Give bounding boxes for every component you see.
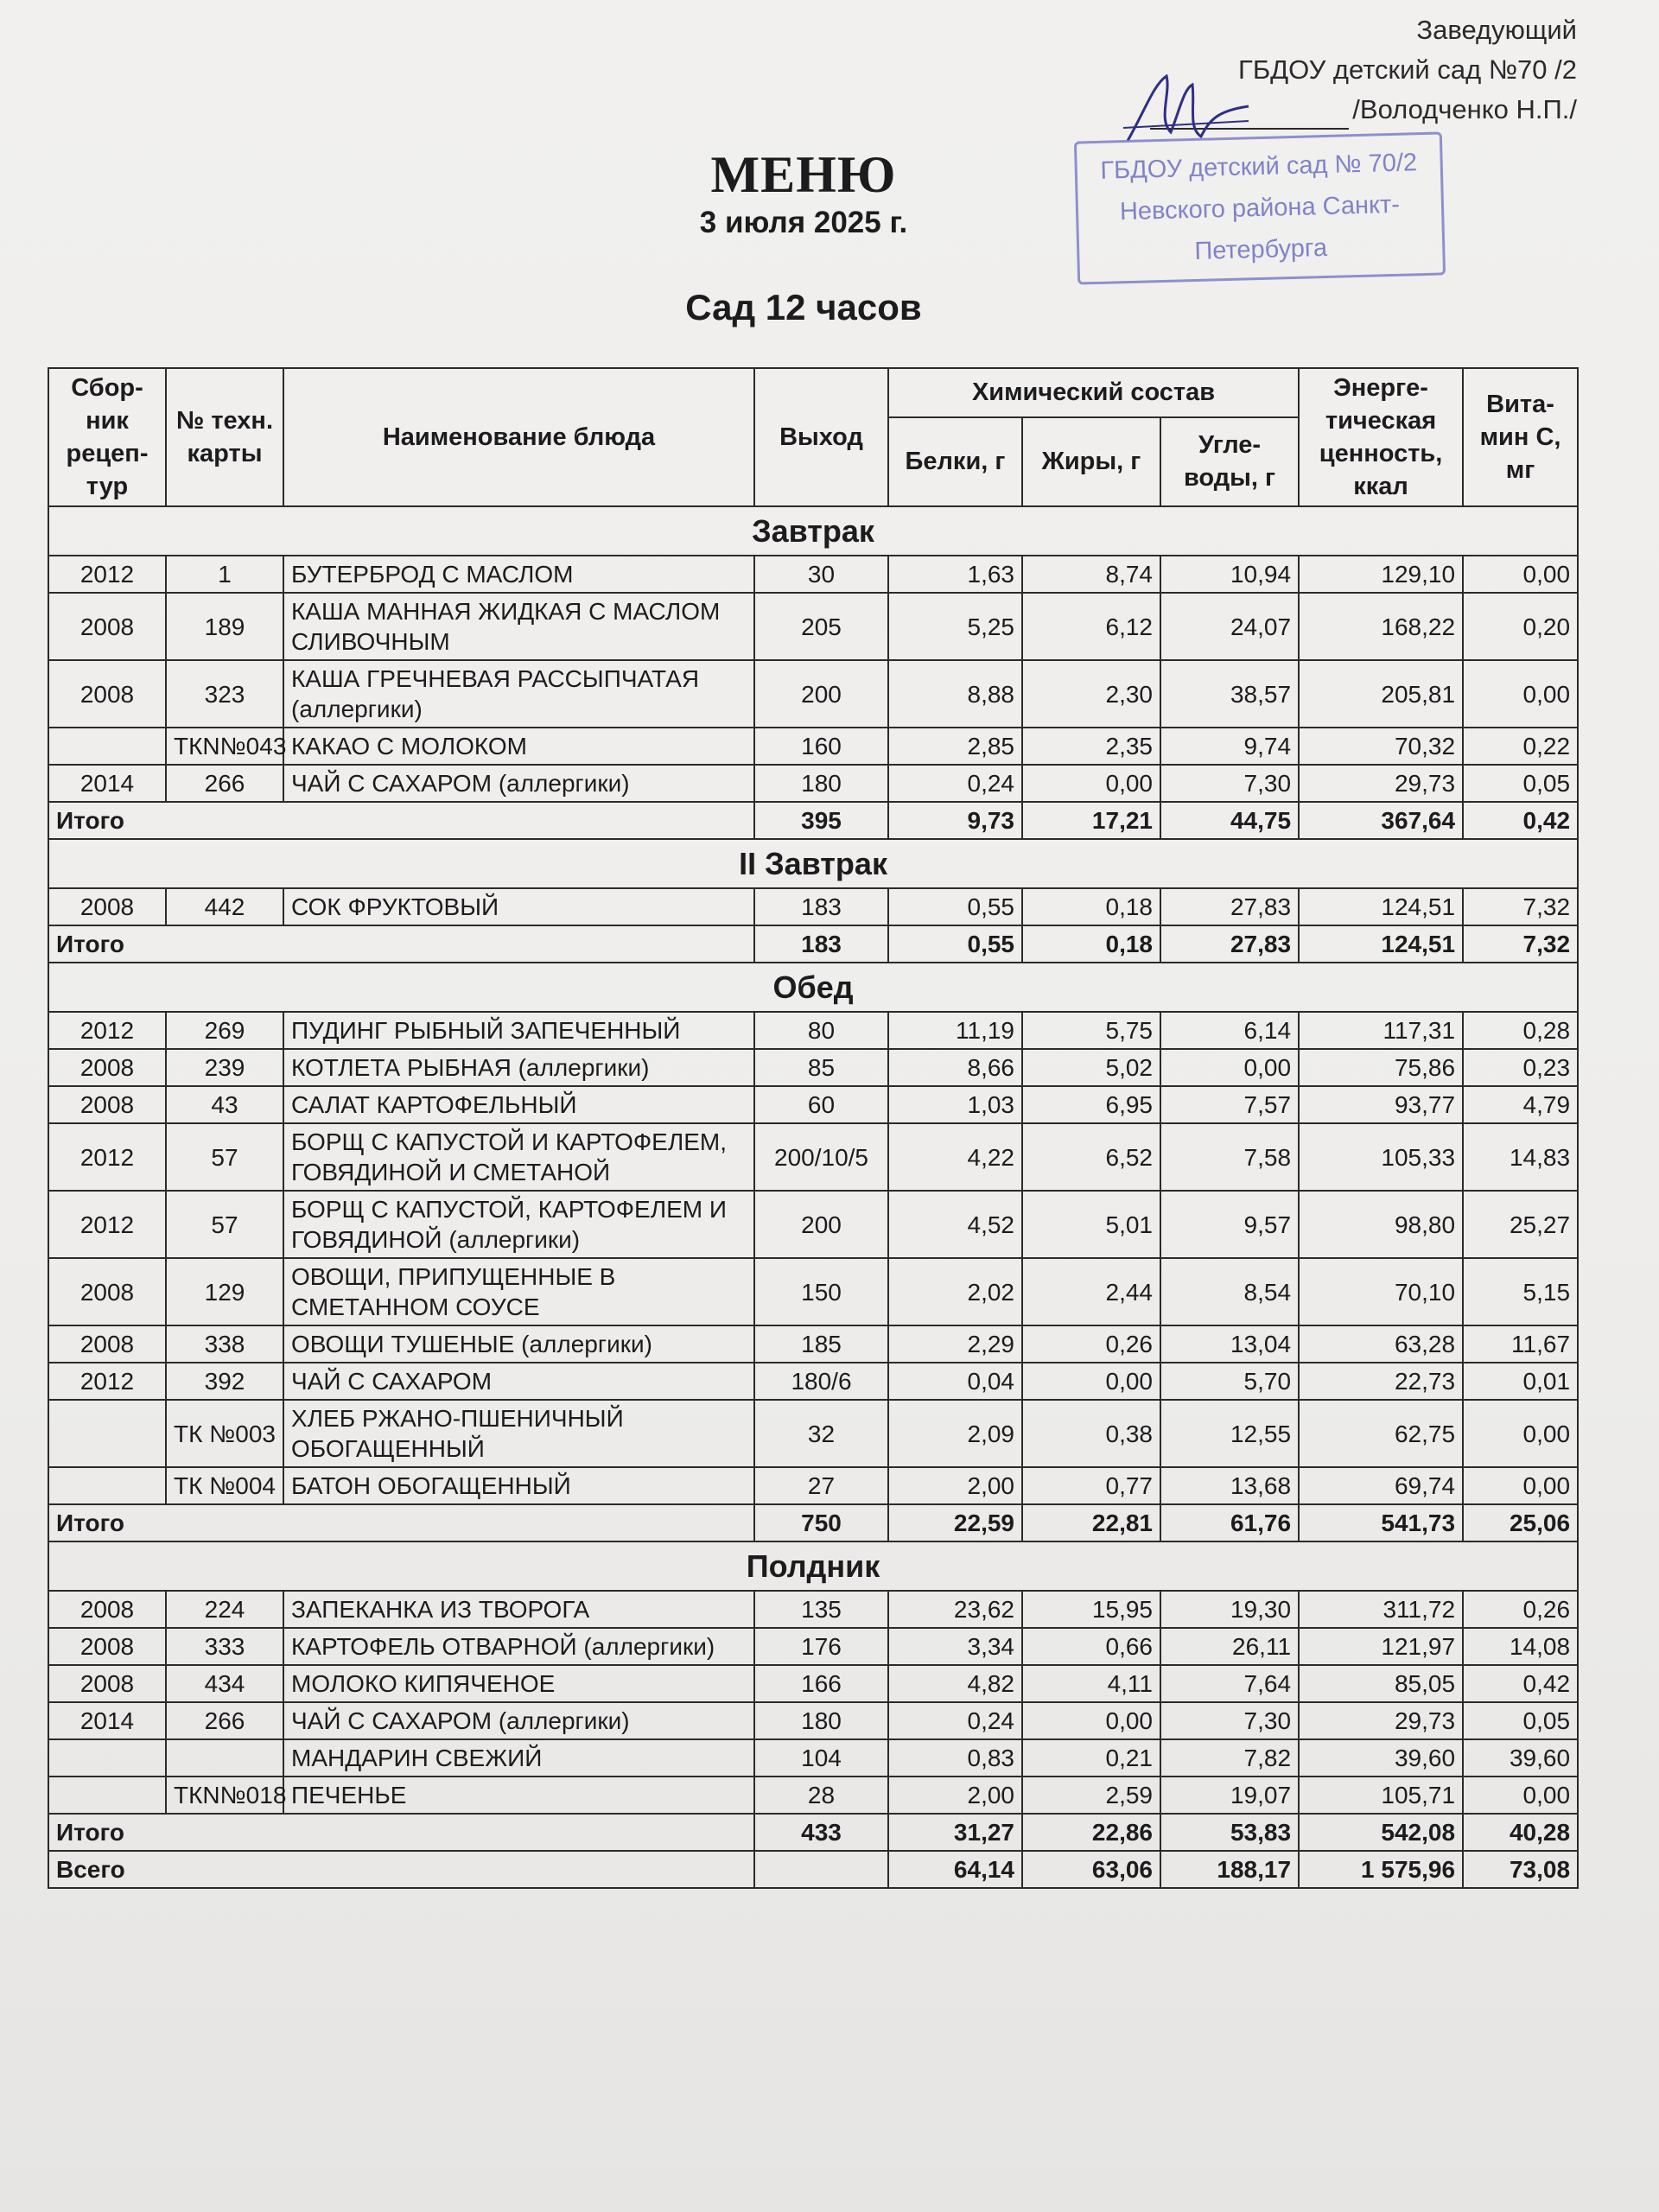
- table-cell: 5,02: [1022, 1049, 1160, 1086]
- table-cell: 2008: [48, 1628, 166, 1665]
- table-cell: 2008: [48, 888, 166, 925]
- table-cell: ОВОЩИ ТУШЕНЫЕ (аллергики): [283, 1325, 754, 1363]
- table-row: [48, 593, 1578, 660]
- table-cell: 60: [754, 1086, 888, 1123]
- table-cell: 6,95: [1022, 1086, 1160, 1123]
- table-cell: ОВОЩИ, ПРИПУЩЕННЫЕ В СМЕТАННОМ СОУСЕ: [283, 1258, 754, 1325]
- approver-position: Заведующий: [1416, 15, 1577, 45]
- grand-total-cell: 188,17: [1160, 1851, 1299, 1888]
- table-cell: 0,05: [1463, 765, 1578, 802]
- table-cell: 200/10/5: [754, 1123, 888, 1191]
- table-cell: [48, 1777, 166, 1814]
- table-cell: [48, 1739, 166, 1777]
- table-cell: 22,73: [1299, 1363, 1463, 1400]
- table-cell: 2,35: [1022, 728, 1160, 765]
- section-row: [48, 839, 1578, 888]
- section-title: II Завтрак: [48, 839, 1578, 888]
- table-cell: 135: [754, 1591, 888, 1628]
- table-cell: ЧАЙ С САХАРОМ (аллергики): [283, 765, 754, 802]
- grand-total-cell: [754, 1851, 888, 1888]
- table-cell: 2014: [48, 1702, 166, 1739]
- total-cell: 22,81: [1022, 1504, 1160, 1541]
- table-row: [48, 1628, 1578, 1665]
- total-cell: 542,08: [1299, 1814, 1463, 1851]
- table-cell: 2014: [48, 765, 166, 802]
- table-cell: 8,88: [888, 660, 1022, 728]
- table-cell: 0,23: [1463, 1049, 1578, 1086]
- table-cell: 0,24: [888, 765, 1022, 802]
- table-cell: 85,05: [1299, 1665, 1463, 1702]
- table-cell: 0,00: [1022, 765, 1160, 802]
- grand-total-cell: 64,14: [888, 1851, 1022, 1888]
- table-cell: 70,32: [1299, 728, 1463, 765]
- table-cell: 1: [166, 556, 283, 593]
- table-row: [48, 1777, 1578, 1814]
- table-cell: 19,30: [1160, 1591, 1299, 1628]
- col-vitc-header: Вита-мин С, мг: [1463, 368, 1578, 506]
- table-cell: 8,74: [1022, 556, 1160, 593]
- signatory-name: /Володченко Н.П./: [1352, 94, 1577, 124]
- table-cell: 0,21: [1022, 1739, 1160, 1777]
- table-cell: 121,97: [1299, 1628, 1463, 1665]
- table-cell: 93,77: [1299, 1086, 1463, 1123]
- table-cell: 0,05: [1463, 1702, 1578, 1739]
- table-cell: 2012: [48, 1191, 166, 1258]
- table-cell: 57: [166, 1191, 283, 1258]
- table-cell: 2008: [48, 1325, 166, 1363]
- total-row: [48, 925, 1578, 963]
- table-cell: 2012: [48, 1363, 166, 1400]
- table-cell: 0,00: [1463, 1400, 1578, 1467]
- table-cell: ЧАЙ С САХАРОМ (аллергики): [283, 1702, 754, 1739]
- total-label: Итого: [48, 1814, 754, 1851]
- col-yield-header: Выход: [754, 368, 888, 506]
- total-cell: 31,27: [888, 1814, 1022, 1851]
- stamp-line-2: Невского района Санкт-Петербурга: [1119, 190, 1401, 265]
- table-row: [48, 660, 1578, 728]
- table-cell: 5,70: [1160, 1363, 1299, 1400]
- menu-body: [48, 506, 1578, 1888]
- total-label: Итого: [48, 1504, 754, 1541]
- table-cell: 0,28: [1463, 1012, 1578, 1049]
- table-cell: 27: [754, 1467, 888, 1504]
- table-cell: 0,24: [888, 1702, 1022, 1739]
- table-cell: ПУДИНГ РЫБНЫЙ ЗАПЕЧЕННЫЙ: [283, 1012, 754, 1049]
- table-cell: 0,18: [1022, 888, 1160, 925]
- table-cell: 11,19: [888, 1012, 1022, 1049]
- table-cell: 6,12: [1022, 593, 1160, 660]
- table-cell: ЗАПЕКАНКА ИЗ ТВОРОГА: [283, 1591, 754, 1628]
- col-protein-header: Белки, г: [888, 417, 1022, 506]
- table-cell: [48, 728, 166, 765]
- table-cell: 183: [754, 888, 888, 925]
- table-cell: 7,30: [1160, 765, 1299, 802]
- table-row: [48, 1363, 1578, 1400]
- table-row: [48, 556, 1578, 593]
- table-cell: 11,67: [1463, 1325, 1578, 1363]
- table-cell: 239: [166, 1049, 283, 1086]
- table-cell: 266: [166, 1702, 283, 1739]
- table-cell: 205,81: [1299, 660, 1463, 728]
- section-title: Полдник: [48, 1541, 1578, 1591]
- table-cell: ЧАЙ С САХАРОМ: [283, 1363, 754, 1400]
- table-cell: 129: [166, 1258, 283, 1325]
- table-cell: 0,00: [1463, 1467, 1578, 1504]
- col-collection-header: Сбор-ник рецеп-тур: [48, 368, 166, 506]
- table-cell: 166: [754, 1665, 888, 1702]
- table-cell: 26,11: [1160, 1628, 1299, 1665]
- table-cell: 3,34: [888, 1628, 1022, 1665]
- total-cell: 53,83: [1160, 1814, 1299, 1851]
- table-cell: 117,31: [1299, 1012, 1463, 1049]
- table-cell: ТК №004: [166, 1467, 283, 1504]
- total-cell: 27,83: [1160, 925, 1299, 963]
- table-cell: СОК ФРУКТОВЫЙ: [283, 888, 754, 925]
- table-cell: 2,59: [1022, 1777, 1160, 1814]
- table-cell: 2008: [48, 593, 166, 660]
- section-title: Завтрак: [48, 506, 1578, 556]
- total-cell: 395: [754, 802, 888, 839]
- table-cell: 7,64: [1160, 1665, 1299, 1702]
- table-cell: 2,30: [1022, 660, 1160, 728]
- table-cell: 0,00: [1463, 556, 1578, 593]
- table-cell: 32: [754, 1400, 888, 1467]
- table-cell: 38,57: [1160, 660, 1299, 728]
- table-cell: 0,00: [1463, 660, 1578, 728]
- col-chem-header: Химический состав: [888, 368, 1299, 417]
- table-cell: ТКN№043: [166, 728, 283, 765]
- total-cell: 44,75: [1160, 802, 1299, 839]
- table-cell: 8,66: [888, 1049, 1022, 1086]
- table-cell: 2012: [48, 556, 166, 593]
- table-cell: 104: [754, 1739, 888, 1777]
- table-cell: 15,95: [1022, 1591, 1160, 1628]
- table-cell: 39,60: [1299, 1739, 1463, 1777]
- total-cell: 124,51: [1299, 925, 1463, 963]
- table-cell: 0,83: [888, 1739, 1022, 1777]
- table-cell: 4,11: [1022, 1665, 1160, 1702]
- menu-table: [48, 367, 1579, 1889]
- table-cell: 63,28: [1299, 1325, 1463, 1363]
- total-cell: 7,32: [1463, 925, 1578, 963]
- grand-total-label: Всего: [48, 1851, 754, 1888]
- table-cell: 5,75: [1022, 1012, 1160, 1049]
- table-cell: 338: [166, 1325, 283, 1363]
- table-cell: 105,33: [1299, 1123, 1463, 1191]
- table-cell: 2,85: [888, 728, 1022, 765]
- table-cell: КАША МАННАЯ ЖИДКАЯ С МАСЛОМ СЛИВОЧНЫМ: [283, 593, 754, 660]
- table-cell: 6,14: [1160, 1012, 1299, 1049]
- table-row: [48, 1467, 1578, 1504]
- total-row: [48, 802, 1578, 839]
- table-cell: 70,10: [1299, 1258, 1463, 1325]
- table-cell: [48, 1467, 166, 1504]
- table-cell: 12,55: [1160, 1400, 1299, 1467]
- total-cell: 750: [754, 1504, 888, 1541]
- table-cell: 2012: [48, 1012, 166, 1049]
- total-cell: 25,06: [1463, 1504, 1578, 1541]
- table-cell: 150: [754, 1258, 888, 1325]
- table-cell: 180/6: [754, 1363, 888, 1400]
- table-cell: 13,68: [1160, 1467, 1299, 1504]
- table-cell: 57: [166, 1123, 283, 1191]
- total-cell: 433: [754, 1814, 888, 1851]
- institution-name: ГБДОУ детский сад №70 /2: [1238, 54, 1577, 85]
- table-cell: 2012: [48, 1123, 166, 1191]
- total-cell: 61,76: [1160, 1504, 1299, 1541]
- table-cell: БОРЩ С КАПУСТОЙ И КАРТОФЕЛЕМ, ГОВЯДИНОЙ И СМЕТАНОЙ: [283, 1123, 754, 1191]
- table-cell: 19,07: [1160, 1777, 1299, 1814]
- table-cell: 0,00: [1463, 1777, 1578, 1814]
- grand-total-cell: 63,06: [1022, 1851, 1160, 1888]
- table-cell: 2008: [48, 1049, 166, 1086]
- table-cell: 7,57: [1160, 1086, 1299, 1123]
- table-cell: 0,01: [1463, 1363, 1578, 1400]
- table-cell: 10,94: [1160, 556, 1299, 593]
- table-cell: 185: [754, 1325, 888, 1363]
- table-cell: 1,03: [888, 1086, 1022, 1123]
- table-cell: 0,26: [1022, 1325, 1160, 1363]
- section-row: [48, 1541, 1578, 1591]
- table-cell: 30: [754, 556, 888, 593]
- table-cell: 205: [754, 593, 888, 660]
- table-cell: 9,74: [1160, 728, 1299, 765]
- table-cell: 1,63: [888, 556, 1022, 593]
- table-cell: 39,60: [1463, 1739, 1578, 1777]
- total-cell: 367,64: [1299, 802, 1463, 839]
- table-cell: 6,52: [1022, 1123, 1160, 1191]
- table-cell: 69,74: [1299, 1467, 1463, 1504]
- table-cell: 0,00: [1022, 1363, 1160, 1400]
- table-cell: КАКАО С МОЛОКОМ: [283, 728, 754, 765]
- total-cell: 541,73: [1299, 1504, 1463, 1541]
- table-cell: 168,22: [1299, 593, 1463, 660]
- table-row: [48, 1123, 1578, 1191]
- table-cell: 62,75: [1299, 1400, 1463, 1467]
- table-cell: 2,29: [888, 1325, 1022, 1363]
- header-row-1: [48, 368, 1578, 417]
- col-fat-header: Жиры, г: [1022, 417, 1160, 506]
- stamp-line-1: ГБДОУ детский сад № 70/2: [1100, 149, 1418, 185]
- table-cell: 8,54: [1160, 1258, 1299, 1325]
- table-cell: ТК №003: [166, 1400, 283, 1467]
- table-cell: 0,42: [1463, 1665, 1578, 1702]
- table-cell: 392: [166, 1363, 283, 1400]
- table-cell: 434: [166, 1665, 283, 1702]
- table-cell: 7,58: [1160, 1123, 1299, 1191]
- table-cell: КАША ГРЕЧНЕВАЯ РАССЫПЧАТАЯ (аллергики): [283, 660, 754, 728]
- table-cell: 43: [166, 1086, 283, 1123]
- table-cell: 2008: [48, 1258, 166, 1325]
- table-row: [48, 1086, 1578, 1123]
- table-cell: 124,51: [1299, 888, 1463, 925]
- table-cell: 0,55: [888, 888, 1022, 925]
- section-row: [48, 506, 1578, 556]
- table-cell: 266: [166, 765, 283, 802]
- table-cell: 176: [754, 1628, 888, 1665]
- table-cell: 2,44: [1022, 1258, 1160, 1325]
- table-cell: БАТОН ОБОГАЩЕННЫЙ: [283, 1467, 754, 1504]
- table-cell: КАРТОФЕЛЬ ОТВАРНОЙ (аллергики): [283, 1628, 754, 1665]
- total-cell: 22,59: [888, 1504, 1022, 1541]
- table-cell: 9,57: [1160, 1191, 1299, 1258]
- total-cell: 22,86: [1022, 1814, 1160, 1851]
- table-cell: КОТЛЕТА РЫБНАЯ (аллергики): [283, 1049, 754, 1086]
- table-cell: ПЕЧЕНЬЕ: [283, 1777, 754, 1814]
- table-cell: ХЛЕБ РЖАНО-ПШЕНИЧНЫЙ ОБОГАЩЕННЫЙ: [283, 1400, 754, 1467]
- table-row: [48, 765, 1578, 802]
- table-cell: 2,00: [888, 1467, 1022, 1504]
- table-cell: 0,00: [1022, 1702, 1160, 1739]
- table-cell: ТКN№018: [166, 1777, 283, 1814]
- table-row: [48, 1739, 1578, 1777]
- total-cell: 0,55: [888, 925, 1022, 963]
- table-cell: 5,01: [1022, 1191, 1160, 1258]
- table-cell: 4,79: [1463, 1086, 1578, 1123]
- table-cell: 27,83: [1160, 888, 1299, 925]
- table-cell: 85: [754, 1049, 888, 1086]
- col-dish-header: Наименование блюда: [283, 368, 754, 506]
- table-cell: 442: [166, 888, 283, 925]
- table-cell: 0,00: [1160, 1049, 1299, 1086]
- table-cell: 180: [754, 1702, 888, 1739]
- table-cell: 0,20: [1463, 593, 1578, 660]
- table-row: [48, 1012, 1578, 1049]
- table-cell: 0,66: [1022, 1628, 1160, 1665]
- table-cell: 7,32: [1463, 888, 1578, 925]
- total-cell: 40,28: [1463, 1814, 1578, 1851]
- table-cell: 4,82: [888, 1665, 1022, 1702]
- table-cell: 14,08: [1463, 1628, 1578, 1665]
- table-cell: 105,71: [1299, 1777, 1463, 1814]
- table-cell: 29,73: [1299, 765, 1463, 802]
- table-cell: 5,25: [888, 593, 1022, 660]
- col-energy-header: Энерге-тическая ценность, ккал: [1299, 368, 1463, 506]
- table-cell: 2008: [48, 1591, 166, 1628]
- table-cell: 2,09: [888, 1400, 1022, 1467]
- col-carbs-header: Угле-воды, г: [1160, 417, 1299, 506]
- table-cell: 311,72: [1299, 1591, 1463, 1628]
- table-cell: 14,83: [1463, 1123, 1578, 1191]
- table-cell: БОРЩ С КАПУСТОЙ, КАРТОФЕЛЕМ И ГОВЯДИНОЙ (аллергики): [283, 1191, 754, 1258]
- table-row: [48, 1665, 1578, 1702]
- table-cell: [166, 1739, 283, 1777]
- table-cell: 98,80: [1299, 1191, 1463, 1258]
- total-cell: 17,21: [1022, 802, 1160, 839]
- table-cell: БУТЕРБРОД С МАСЛОМ: [283, 556, 754, 593]
- table-cell: 75,86: [1299, 1049, 1463, 1086]
- total-row: [48, 1814, 1578, 1851]
- table-row: [48, 1400, 1578, 1467]
- table-row: [48, 1702, 1578, 1739]
- table-cell: МАНДАРИН СВЕЖИЙ: [283, 1739, 754, 1777]
- section-title: Обед: [48, 963, 1578, 1012]
- table-cell: 13,04: [1160, 1325, 1299, 1363]
- table-cell: 180: [754, 765, 888, 802]
- table-cell: [48, 1400, 166, 1467]
- table-cell: 2008: [48, 660, 166, 728]
- total-row: [48, 1504, 1578, 1541]
- table-cell: 5,15: [1463, 1258, 1578, 1325]
- table-cell: 2,02: [888, 1258, 1022, 1325]
- table-cell: 2,00: [888, 1777, 1022, 1814]
- table-cell: САЛАТ КАРТОФЕЛЬНЫЙ: [283, 1086, 754, 1123]
- table-cell: 0,38: [1022, 1400, 1160, 1467]
- table-cell: 224: [166, 1591, 283, 1628]
- group-name: Сад 12 часов: [685, 287, 922, 327]
- grand-total-cell: 73,08: [1463, 1851, 1578, 1888]
- table-cell: 0,04: [888, 1363, 1022, 1400]
- table-cell: 7,82: [1160, 1739, 1299, 1777]
- table-cell: 2008: [48, 1086, 166, 1123]
- table-cell: 28: [754, 1777, 888, 1814]
- table-row: [48, 1591, 1578, 1628]
- table-cell: 0,77: [1022, 1467, 1160, 1504]
- col-card-header: № техн. карты: [166, 368, 283, 506]
- table-row: [48, 1258, 1578, 1325]
- table-cell: 4,22: [888, 1123, 1022, 1191]
- total-cell: 0,42: [1463, 802, 1578, 839]
- document-title: МЕНЮ: [710, 146, 897, 203]
- table-row: [48, 728, 1578, 765]
- table-cell: 323: [166, 660, 283, 728]
- table-cell: 24,07: [1160, 593, 1299, 660]
- table-cell: 269: [166, 1012, 283, 1049]
- table-cell: 0,22: [1463, 728, 1578, 765]
- table-cell: 29,73: [1299, 1702, 1463, 1739]
- table-cell: 7,30: [1160, 1702, 1299, 1739]
- table-cell: 4,52: [888, 1191, 1022, 1258]
- total-label: Итого: [48, 802, 754, 839]
- total-cell: 0,18: [1022, 925, 1160, 963]
- table-cell: 25,27: [1463, 1191, 1578, 1258]
- table-cell: 80: [754, 1012, 888, 1049]
- table-cell: 0,26: [1463, 1591, 1578, 1628]
- table-cell: 129,10: [1299, 556, 1463, 593]
- table-cell: 189: [166, 593, 283, 660]
- grand-total-cell: 1 575,96: [1299, 1851, 1463, 1888]
- menu-date: 3 июля 2025 г.: [699, 206, 908, 239]
- total-cell: 9,73: [888, 802, 1022, 839]
- table-cell: 200: [754, 1191, 888, 1258]
- total-label: Итого: [48, 925, 754, 963]
- table-cell: МОЛОКО КИПЯЧЕНОЕ: [283, 1665, 754, 1702]
- table-cell: 333: [166, 1628, 283, 1665]
- table-cell: 23,62: [888, 1591, 1022, 1628]
- grand-total-row: [48, 1851, 1578, 1888]
- table-row: [48, 1049, 1578, 1086]
- table-row: [48, 888, 1578, 925]
- section-row: [48, 963, 1578, 1012]
- table-cell: 200: [754, 660, 888, 728]
- table-cell: 160: [754, 728, 888, 765]
- table-row: [48, 1191, 1578, 1258]
- total-cell: 183: [754, 925, 888, 963]
- table-row: [48, 1325, 1578, 1363]
- table-cell: 2008: [48, 1665, 166, 1702]
